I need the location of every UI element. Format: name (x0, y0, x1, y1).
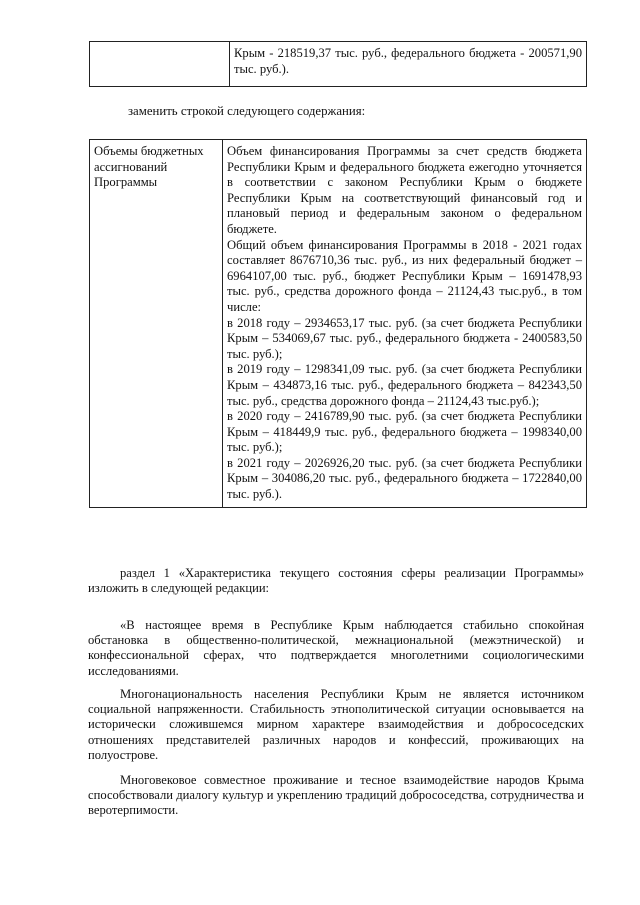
previous-funding-table (89, 41, 587, 87)
label-cell (90, 42, 230, 87)
funding-paragraph: Общий объем финансирования Программы в 2018 - 2021 годах составляет 8676710,36 тыс. руб., из них федеральный бюджет – 6964107,00 тыс. руб., бюджет Республики Крым – 1691478,93 тыс. руб., средства дорожного фонда – 21124,43 тыс.руб., в том числе: (227, 237, 582, 314)
section-intro: раздел 1 «Характеристика текущего состояния сферы реализации Программы» изложить в следующей редакции: (88, 566, 584, 596)
funding-label-cell: Объемы бюджетных ассигнований Программы (90, 140, 223, 508)
body-paragraph: Многонациональность населения Республики Крым не является источником социальной напряженности. Стабильность этнополитической ситуации основывается на исторически сложившемся мирном характере взаимодействия и добрососедских отношениях представителей различных народов и конфессий, проживающих на полуострове. (88, 687, 584, 762)
funding-paragraph: в 2018 году – 2934653,17 тыс. руб. (за счет бюджета Республики Крым – 534069,67 тыс. руб., федерального бюджета - 2400583,50 тыс. руб.); (227, 315, 582, 361)
funding-paragraph: в 2019 году – 1298341,09 тыс. руб. (за счет бюджета Республики Крым – 434873,16 тыс. руб., федерального бюджета – 842343,50 тыс. руб., средства дорожного фонда – 21124,43 тыс.руб.); (227, 362, 582, 408)
body-paragraph: Многовековое совместное проживание и тесное взаимодействие народов Крыма способствовали диалогу культур и укреплению традиций добрососедства, сотрудничества и веротерпимости. (88, 773, 584, 818)
funding-paragraph: в 2021 году – 2026926,20 тыс. руб. (за счет бюджета Республики Крым – 304086,20 тыс. руб., федерального бюджета – 1722840,00 тыс. руб.). (227, 455, 582, 502)
funding-paragraph: в 2020 году – 2416789,90 тыс. руб. (за счет бюджета Республики Крым – 418449,9 тыс. руб., федерального бюджета – 1998340,00 тыс. руб.); (227, 409, 582, 455)
funding-table (89, 139, 587, 508)
funding-details-cell (223, 140, 587, 508)
replace-instruction: заменить строкой следующего содержания: (128, 104, 366, 118)
body-paragraph: «В настоящее время в Республике Крым наблюдается стабильно спокойная обстановка в общественно-политической, межнациональной (межэтнической) и конфессиональной сферах, что подтверждается многолетними социологическими исследованиями. (88, 618, 584, 678)
funding-text: Крым - 218519,37 тыс. руб., федерального бюджета - 200571,90 тыс. руб.). (234, 46, 582, 76)
table-row (90, 42, 587, 87)
table-row (90, 140, 587, 508)
funding-paragraph: Объем финансирования Программы за счет средств бюджета Республики Крым и федерального бюджета ежегодно уточняется в соответствии с законом Республики Крым о бюджете Республики Крым на соответствующий финансовый год и плановый период и федеральным законом о федеральном бюджете. (227, 144, 582, 236)
value-cell (230, 42, 587, 87)
